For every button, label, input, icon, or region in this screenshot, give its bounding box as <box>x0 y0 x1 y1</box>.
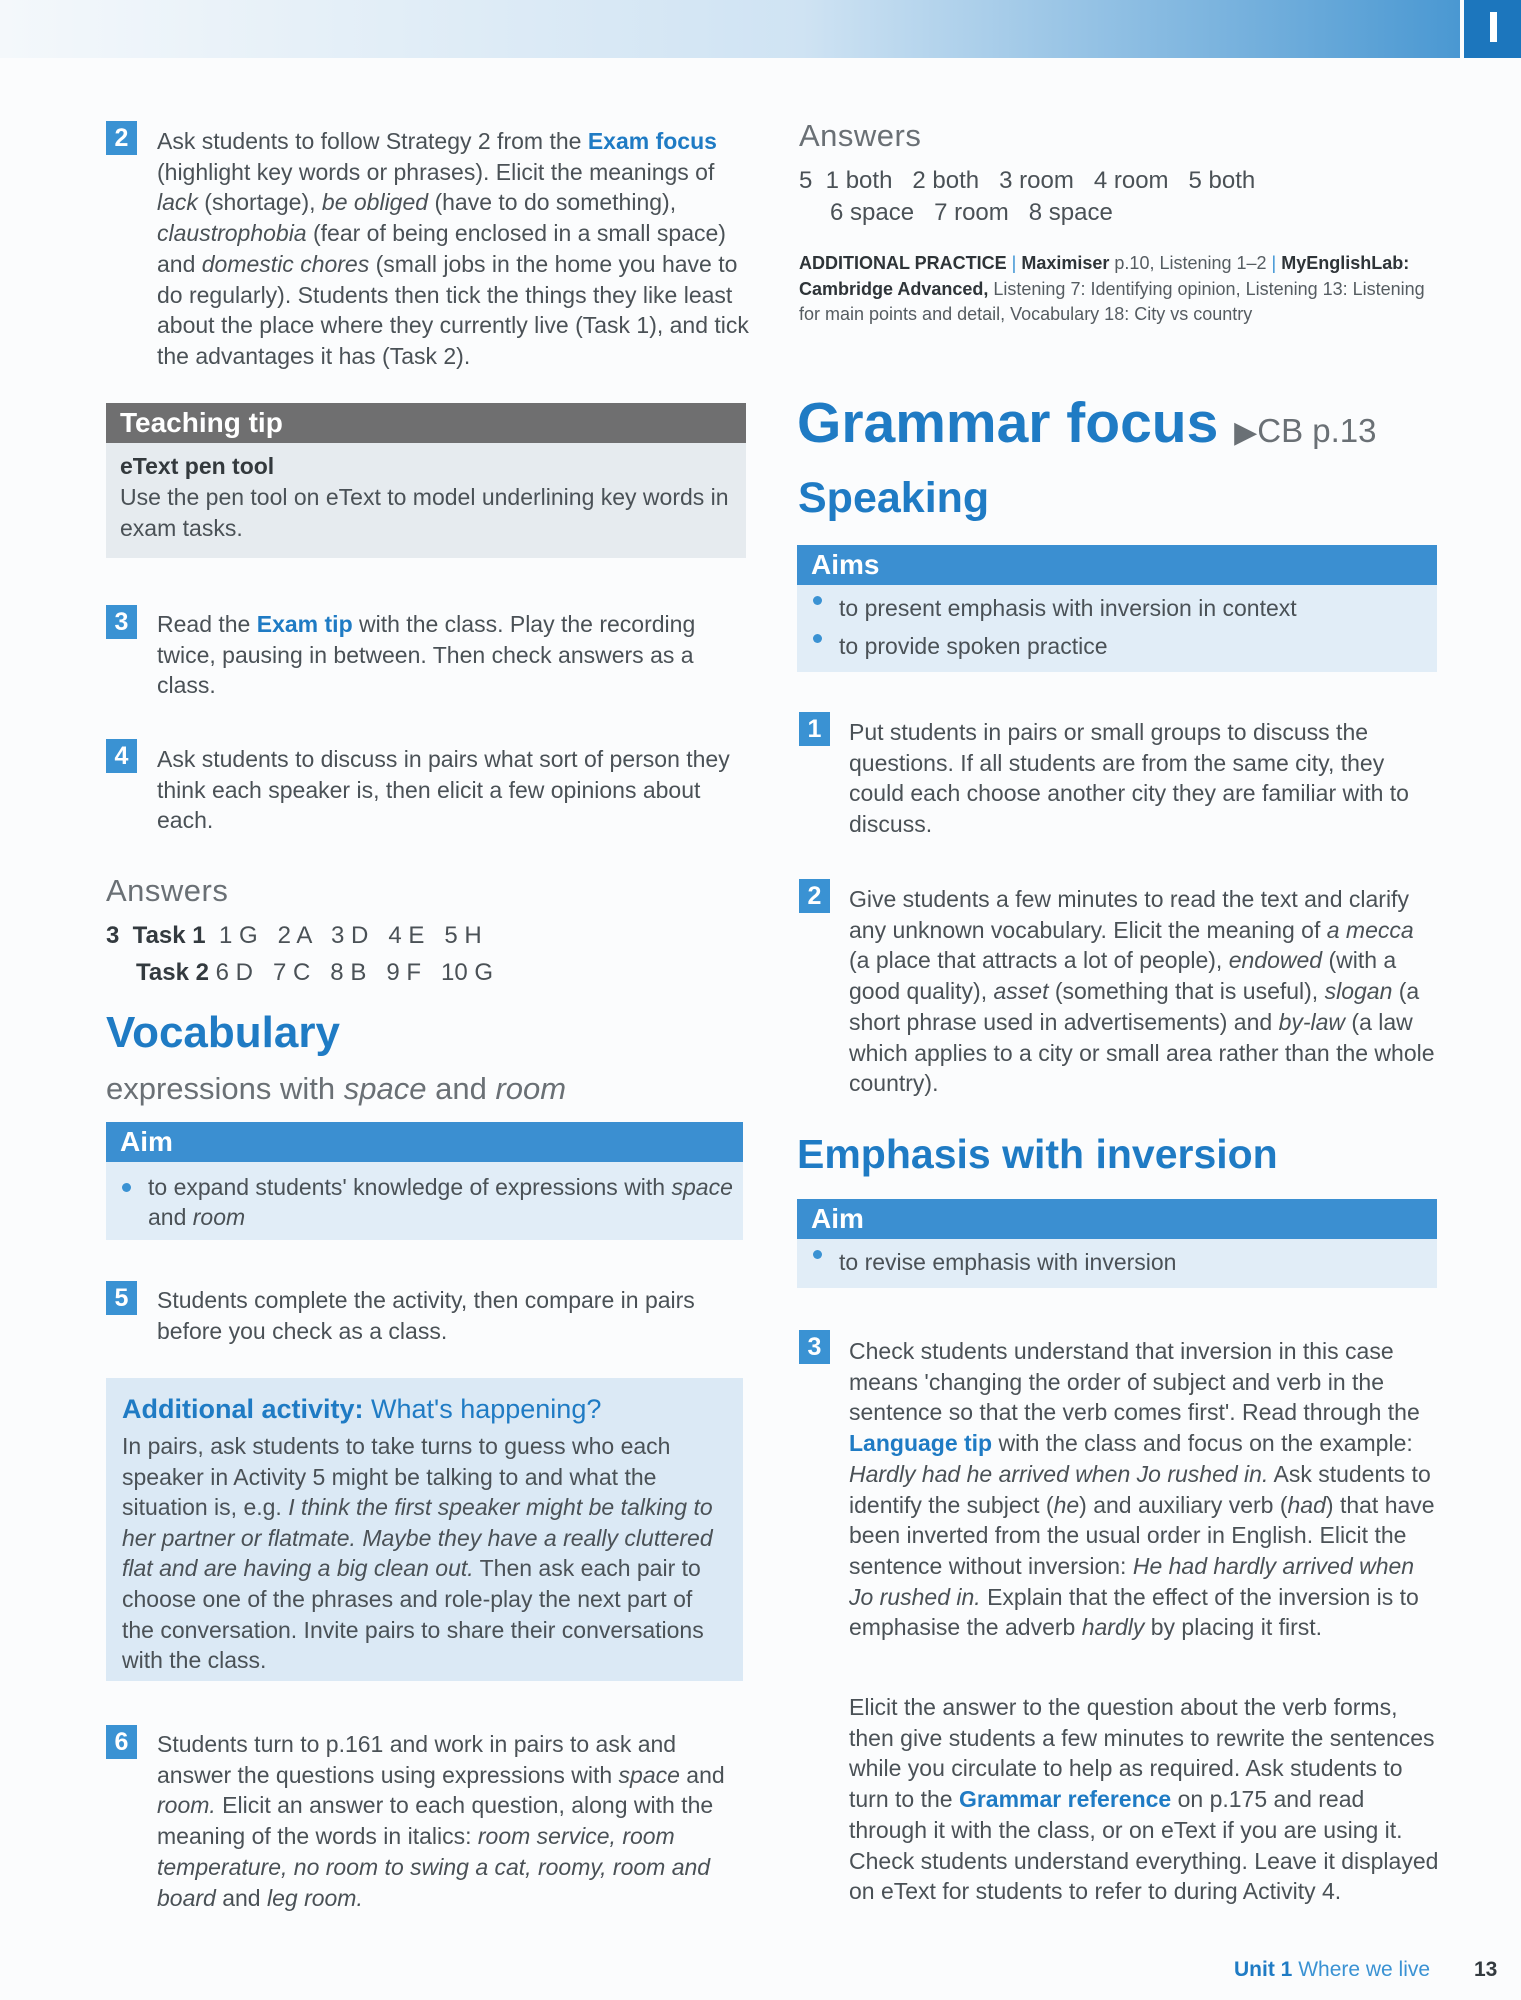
grammar-reference-link[interactable]: Grammar reference <box>958 1786 1172 1813</box>
step-number-1: 1 <box>799 712 830 746</box>
bullet-icon <box>122 1183 131 1192</box>
additional-activity-body: In pairs, ask students to take turns to guess who each speaker in Activity 5 might be talking to and what the situation is, e.g. I think the first speaker might be talking to her partner or flatmate. Maybe they have a really cluttered flat and are having a big clean out. Then ask each pair to choose one of the phrases and role-play the next part of the conversation. Invite pairs to share their conversations with the class. <box>122 1433 713 1674</box>
step-1-text: Put students in pairs or small groups to discuss the questions. If all students are from the same city, they could each choose another city they are familiar with to discuss. <box>849 719 1409 838</box>
aim-item: to expand students' knowledge of expressions with space and room <box>106 1162 743 1232</box>
step-number-3: 3 <box>106 605 137 639</box>
step-number-3-right: 3 <box>799 1330 830 1364</box>
teaching-tip-title: Teaching tip <box>106 403 746 443</box>
additional-practice: ADDITIONAL PRACTICE | Maximiser p.10, Listening 1–2 | MyEnglishLab: Cambridge Advanced, Listening 7: Identifying opinion, Listening 13: Listening for main points and detail, Vocabulary 18: City vs country <box>799 253 1425 324</box>
answers-task2: Task 2 6 D 7 C 8 B 9 F 10 G <box>136 959 494 986</box>
vocabulary-heading: Vocabulary <box>106 1008 340 1057</box>
exam-tip-link[interactable]: Exam tip <box>256 611 353 637</box>
answers-heading-right: Answers <box>799 118 922 153</box>
vocabulary-aim-box <box>106 1122 743 1240</box>
teaching-tip-subtitle: eText pen tool <box>120 453 275 479</box>
bullet-icon <box>813 634 822 643</box>
page-number: 13 <box>1474 1958 1498 1981</box>
step-2-right-text: Give students a few minutes to read the text and clarify any unknown vocabulary. Elicit the meaning of a mecca (a place that attracts a lot of people), endowed (with a good quality), asset (something that is useful), slogan (a short phrase used in advertisements) and by-law (a law which applies to a city or small area rather than the whole country). <box>849 886 1435 1097</box>
footer-unit <box>1234 1958 1430 1982</box>
coursebook-page-ref: CB p.13 <box>1257 412 1377 449</box>
exam-focus-link[interactable]: Exam focus <box>587 128 717 154</box>
bullet-icon <box>813 596 822 605</box>
step-number-2-right: 2 <box>799 879 830 913</box>
speaking-heading: Speaking <box>798 474 990 522</box>
unit-tab-marker <box>1464 0 1521 58</box>
step-number-6: 6 <box>106 1725 137 1759</box>
emphasis-heading: Emphasis with inversion <box>797 1131 1278 1177</box>
language-tip-link[interactable]: Language tip <box>849 1430 993 1457</box>
bullet-icon <box>813 1250 822 1259</box>
step-number-2: 2 <box>106 121 137 155</box>
maximiser-ref: Maximiser <box>1021 253 1110 273</box>
emphasis-aim-box <box>797 1199 1437 1288</box>
step-5-text: Students complete the activity, then compare in pairs before you check as a class. <box>157 1287 695 1344</box>
aims-title: Aims <box>797 545 1437 585</box>
step-3-right-continued: Elicit the answer to the question about the verb forms, then give students a few minutes to rewrite the sentences while you circulate to help as required. Ask students to turn to the Grammar reference on p.175 and read through it with the class, or on eText if you are using it. Check students understand everything. Leave it displayed on eText for students to refer to during Activity 4. <box>849 1694 1439 1905</box>
myenglishlab-ref: MyEnglishLab: Cambridge Advanced, <box>799 253 1410 299</box>
answers-task1: 3 Task 1 1 G 2 A 3 D 4 E 5 H <box>106 922 482 949</box>
answers-activity5-line1: 5 1 both 2 both 3 room 4 room 5 both <box>799 167 1256 194</box>
teaching-tip-body: Use the pen tool on eText to model underlining key words in exam tasks. <box>120 484 729 541</box>
teaching-tip-box <box>106 403 746 558</box>
play-arrow-icon: ▶ <box>1234 416 1258 449</box>
additional-activity-title: Additional activity: What's happening? <box>122 1394 602 1424</box>
footer-unit-title: Where we live <box>1298 1958 1431 1981</box>
emphasis-aim-item: to revise emphasis with inversion <box>797 1239 1437 1277</box>
step-number-5: 5 <box>106 1281 137 1315</box>
tab-bar-icon <box>1490 12 1497 42</box>
additional-activity-box <box>106 1378 743 1681</box>
grammar-aims-box <box>797 545 1437 672</box>
answers-heading-left: Answers <box>106 873 229 908</box>
step-2-text: Ask students to follow Strategy 2 from the Exam focus (highlight key words or phrases). Elicit the meanings of lack (shortage), be obliged (have to do something), claustrophobia (fear of being enclosed in a small space) and domestic chores (small jobs in the home you have to do regularly). Students then tick the things they like least about the place where they currently live (Task 1), and tick the advantages it has (Task 2). <box>157 128 749 369</box>
step-number-4: 4 <box>106 739 137 773</box>
footer-unit-label: Unit 1 <box>1234 1958 1293 1981</box>
page-header-band <box>0 0 1460 58</box>
aims-item-2: to provide spoken practice <box>797 623 1437 661</box>
vocabulary-subheading: expressions with space and room <box>106 1071 567 1106</box>
emphasis-aim-title: Aim <box>797 1199 1437 1239</box>
aim-title: Aim <box>106 1122 743 1162</box>
step-4-text: Ask students to discuss in pairs what sort of person they think each speaker is, then elicit a few opinions about each. <box>157 746 730 834</box>
aims-item-1: to present emphasis with inversion in context <box>797 585 1437 623</box>
grammar-focus-heading: Grammar focus ▶CB p.13 <box>797 391 1377 455</box>
step-3-right-text: Check students understand that inversion in this case means 'changing the order of subject and verb in the sentence so that the verb comes first'. Read through the Language tip with the class and focus on the example: Hardly had he arrived when Jo rushed in. Ask students to identify the subject (he) and auxiliary verb (had) that have been inverted from the usual order in English. Elicit the sentence without inversion: He had hardly arrived when Jo rushed in. Explain that the effect of the inversion is to emphasise the adverb hardly by placing it first. <box>849 1338 1435 1641</box>
step-6-text: Students turn to p.161 and work in pairs to ask and answer the questions using expressions with space and room. Elicit an answer to each question, along with the meaning of the words in italics: room service, room temperature, no room to swing a cat, roomy, room and board and leg room. <box>157 1731 725 1911</box>
step-3-text: Read the Exam tip with the class. Play the recording twice, pausing in between. Then check answers as a class. <box>157 611 696 699</box>
answers-activity5-line2: 6 space 7 room 8 space <box>830 199 1113 226</box>
